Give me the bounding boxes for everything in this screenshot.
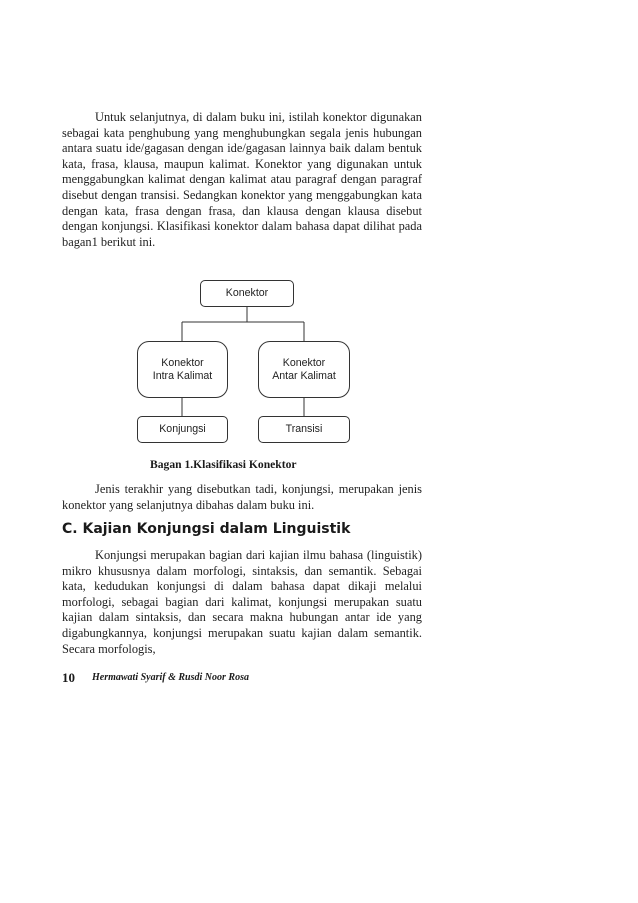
section-paragraph	[62, 548, 422, 657]
diagram-caption: Bagan 1.Klasifikasi Konektor	[150, 458, 297, 471]
followup-paragraph	[62, 482, 422, 513]
section-paragraph-text: Konjungsi merupakan bagian dari kajian ilmu bahasa (linguistik) mikro khususnya dalam morfologi, sintaksis, dan semantik. Sebagai kata, kedudukan konjungsi di dalam bahasa dapat dikaji melalui morfologi, sebagai bagian dari kalimat, konjungsi merupakan suatu kajian dalam sintaksis, dan secara makna hubungan antar ide yang digabungkannya, konjungsi merupakan suatu kajian dalam semantik. Secara morfologis,	[62, 548, 422, 656]
section-heading: C. Kajian Konjungsi dalam Linguistik	[62, 521, 351, 537]
node-konjungsi: Konjungsi	[137, 416, 228, 443]
running-footer-authors: Hermawati Syarif & Rusdi Noor Rosa	[92, 672, 249, 683]
followup-paragraph-text: Jenis terakhir yang disebutkan tadi, konjungsi, merupakan jenis konektor yang selanjutnya dibahas dalam buku ini.	[62, 482, 422, 512]
node-konektor-intra-kalimat: Konektor Intra Kalimat	[137, 341, 228, 398]
node-konektor: Konektor	[200, 280, 294, 307]
node-konektor-antar-kalimat: Konektor Antar Kalimat	[258, 341, 350, 398]
node-transisi: Transisi	[258, 416, 350, 443]
intro-paragraph-text: Untuk selanjutnya, di dalam buku ini, istilah konektor digunakan sebagai kata penghubung yang menghubungkan segala jenis hubungan antara suatu ide/gagasan dengan ide/gagasan lainnya baik dalam bentuk kata, frasa, klausa, maupun kalimat. Konektor yang digunakan untuk menggabungkan kalimat dengan kalimat atau paragraf dengan paragraf disebut dengan transisi. Sedangkan konektor yang menggabungkan kata dengan kata, frasa dengan frasa, dan klausa dengan klausa disebut dengan konjungsi. Klasifikasi konektor dalam bahasa dapat dilihat pada bagan1 berikut ini.	[62, 110, 422, 249]
page-number: 10	[62, 670, 75, 685]
